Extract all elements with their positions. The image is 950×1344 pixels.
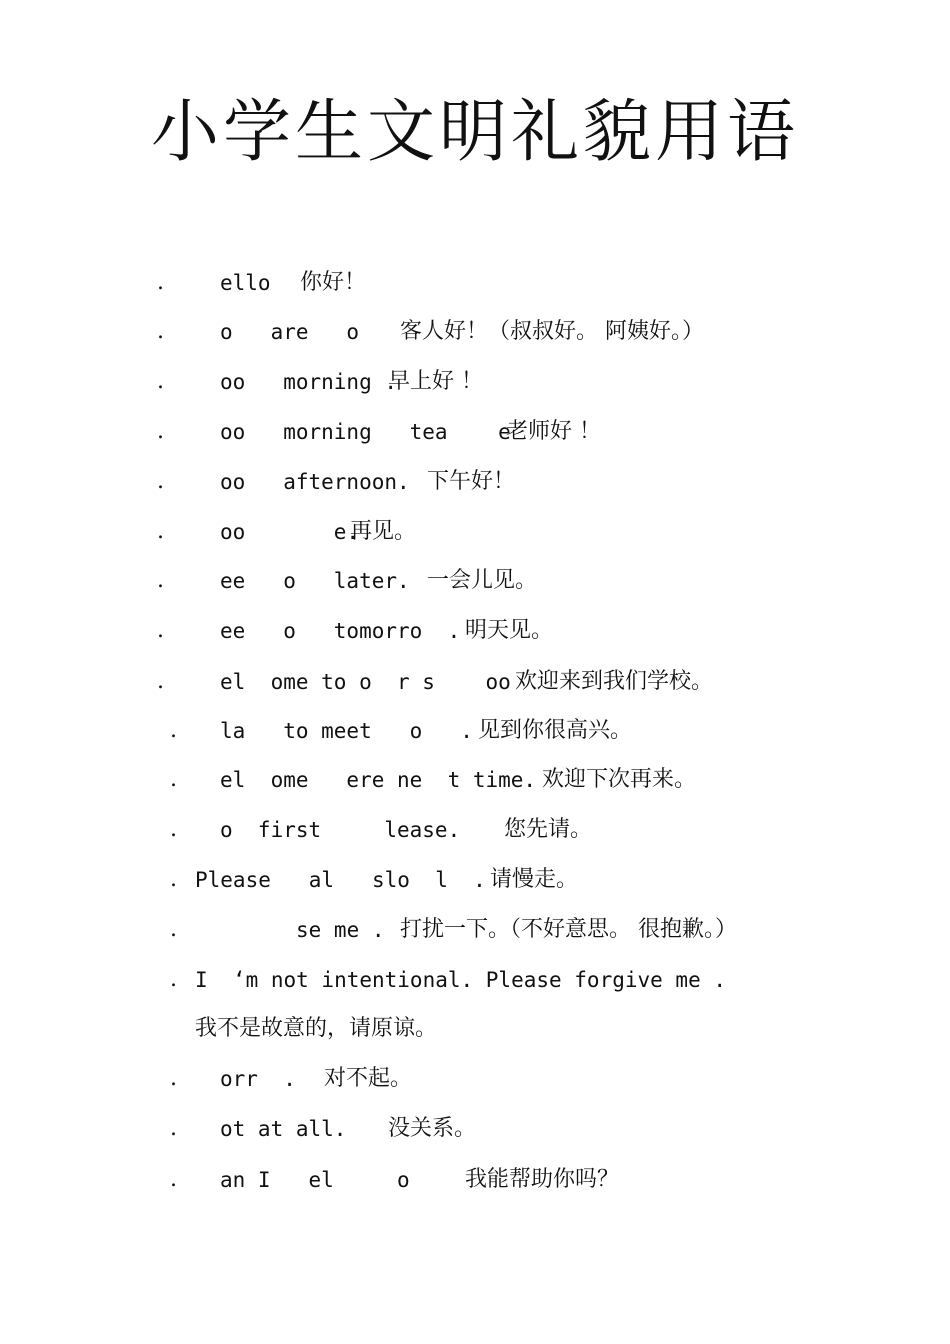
- chinese-phrase: 没关系。: [388, 1116, 477, 1141]
- list-item-continuation: [0, 1014, 950, 1044]
- chinese-phrase: 您先请。: [504, 817, 593, 842]
- chinese-phrase: 见到你很高兴。: [478, 718, 633, 743]
- list-item: [0, 317, 950, 347]
- list-bullet: .: [157, 319, 164, 344]
- list-item: [0, 1114, 950, 1144]
- chinese-phrase: 再见。: [350, 519, 417, 544]
- list-item: [0, 616, 950, 646]
- list-item: [0, 517, 950, 547]
- list-item: [0, 716, 950, 746]
- list-bullet: .: [170, 1167, 177, 1192]
- list-bullet: .: [157, 469, 164, 494]
- list-item: [0, 1165, 950, 1195]
- page-title: 小学生文明礼貌用语: [150, 93, 799, 172]
- chinese-phrase: 欢迎下次再来。: [542, 767, 697, 792]
- list-item: [0, 865, 950, 895]
- english-phrase: oo morning tea e: [220, 420, 511, 444]
- list-bullet: .: [157, 568, 164, 593]
- list-item: [0, 1064, 950, 1094]
- list-bullet: .: [170, 1066, 177, 1091]
- list-item: [0, 367, 950, 397]
- list-bullet: .: [157, 519, 164, 544]
- chinese-phrase: 一会儿见。: [427, 568, 538, 593]
- english-phrase: ello: [220, 271, 271, 295]
- chinese-phrase: 老师好 ！: [506, 419, 601, 444]
- list-bullet: .: [157, 369, 164, 394]
- chinese-phrase: 我不是故意的，请原谅。: [195, 1016, 438, 1041]
- english-phrase: ee o tomorro .: [220, 619, 461, 643]
- english-phrase: el ome ere ne t time.: [220, 768, 537, 792]
- english-phrase: Please al slo l .: [195, 868, 486, 892]
- english-phrase: se me .: [296, 918, 385, 942]
- list-bullet: .: [170, 718, 177, 743]
- english-phrase: oo afternoon.: [220, 470, 410, 494]
- chinese-phrase: 下午好！: [427, 469, 516, 494]
- english-phrase: ee o later.: [220, 569, 410, 593]
- chinese-phrase: 对不起。: [324, 1066, 413, 1091]
- chinese-phrase: 欢迎来到我们学校。: [515, 669, 714, 694]
- list-item: [0, 667, 950, 697]
- english-phrase: an I el o: [220, 1168, 410, 1192]
- list-bullet: .: [170, 867, 177, 892]
- chinese-phrase: 客人好！（叔叔好。 阿姨好。）: [400, 319, 704, 344]
- chinese-phrase: 你好！: [300, 270, 367, 295]
- chinese-phrase: 打扰一下。（不好意思。 很抱歉。）: [400, 917, 737, 942]
- english-phrase: o first lease.: [220, 818, 461, 842]
- list-bullet: .: [170, 817, 177, 842]
- english-phrase: I ‘m not intentional. Please forgive me .: [195, 968, 727, 992]
- list-bullet: .: [157, 618, 164, 643]
- list-item: [0, 417, 950, 447]
- list-bullet: .: [170, 767, 177, 792]
- english-phrase: o are o: [220, 320, 360, 344]
- chinese-phrase: 早上好 ！: [388, 369, 483, 394]
- chinese-phrase: 明天见。: [465, 618, 554, 643]
- english-phrase: oo e.: [220, 520, 360, 544]
- list-bullet: .: [170, 917, 177, 942]
- english-phrase: orr .: [220, 1067, 296, 1091]
- list-item: [0, 467, 950, 497]
- list-item: [0, 765, 950, 795]
- list-item: [0, 815, 950, 845]
- english-phrase: el ome to o r s oo: [220, 670, 511, 694]
- list-bullet: .: [157, 270, 164, 295]
- list-bullet: .: [157, 669, 164, 694]
- list-item: [0, 965, 950, 995]
- list-item: [0, 268, 950, 298]
- list-item: [0, 915, 950, 945]
- list-bullet: .: [170, 1116, 177, 1141]
- english-phrase: oo morning .: [220, 370, 398, 394]
- english-phrase: la to meet o .: [220, 719, 473, 743]
- list-bullet: .: [170, 967, 177, 992]
- list-item: [0, 566, 950, 596]
- list-bullet: .: [157, 419, 164, 444]
- english-phrase: ot at all.: [220, 1117, 347, 1141]
- chinese-phrase: 我能帮助你吗？: [465, 1167, 620, 1192]
- chinese-phrase: 请慢走。: [490, 867, 579, 892]
